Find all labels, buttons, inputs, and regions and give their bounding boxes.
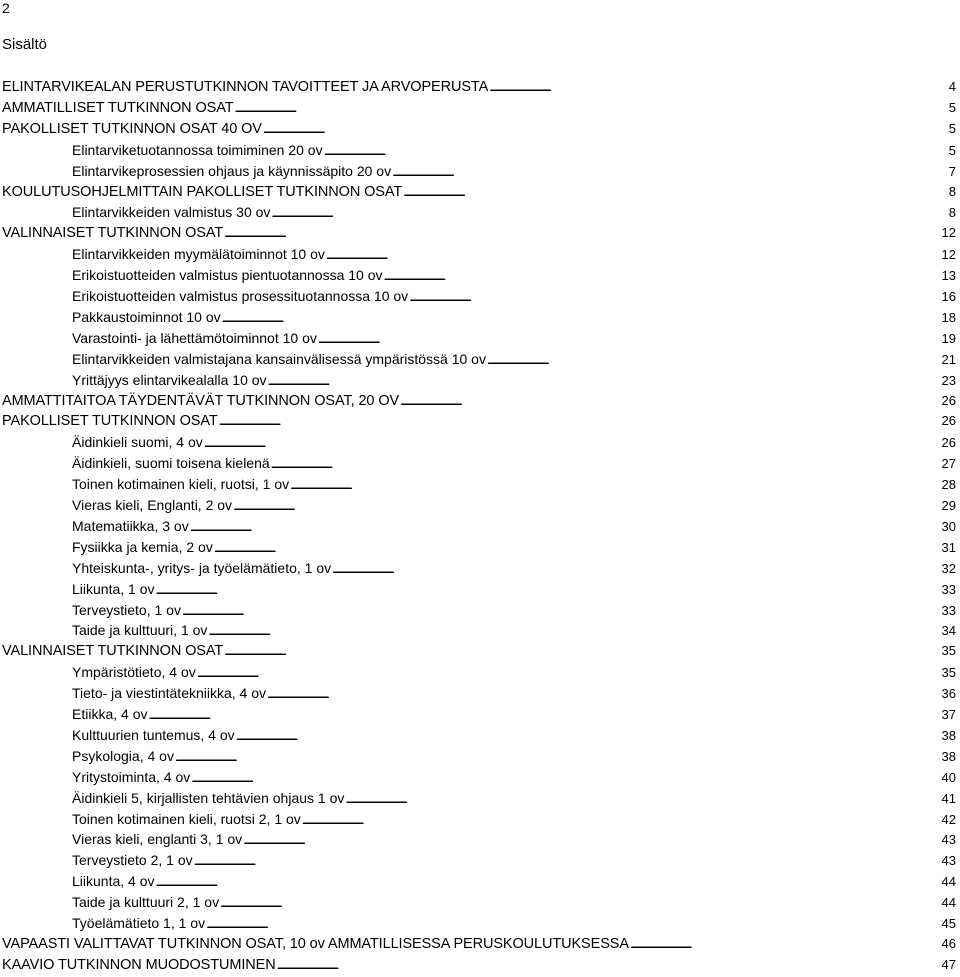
- dot-leader: [267, 685, 941, 701]
- toc-entry-label: Äidinkieli, suomi toisena kielenä: [72, 455, 270, 472]
- toc-entry[interactable]: [72, 685, 956, 705]
- toc-entry[interactable]: [72, 748, 956, 768]
- toc-entry-page-number: 18: [941, 309, 956, 325]
- toc-entry-label: AMMATTITAITOA TÄYDENTÄVÄT TUTKINNON OSAT, 20 OV: [2, 392, 400, 409]
- toc-entry-label: Äidinkieli suomi, 4 ov: [72, 434, 203, 451]
- dot-leader: [302, 811, 941, 827]
- dot-leader: [190, 518, 941, 534]
- toc-entry-page-number: 13: [941, 268, 956, 284]
- dot-leader: [630, 936, 941, 952]
- toc-entry-page-number: 46: [941, 935, 956, 951]
- toc-entry-label: Toinen kotimainen kieli, ruotsi, 1 ov: [72, 476, 290, 493]
- toc-entry-page-number: 45: [941, 916, 956, 931]
- toc-entry-label: Tieto- ja viestintätekniikka, 4 ov: [72, 685, 267, 702]
- page-number: 2: [2, 0, 10, 16]
- toc-entry-label: AMMATILLISET TUTKINNON OSAT: [2, 99, 234, 116]
- dot-leader: [277, 957, 941, 973]
- toc-entry-label: Fysiikka ja kemia, 2 ov: [72, 538, 213, 555]
- toc-entry-page-number: 38: [941, 748, 956, 764]
- toc-entry-label: KAAVIO TUTKINNON MUODOSTUMINEN: [2, 956, 276, 973]
- toc-entry-page-number: 8: [948, 183, 956, 199]
- toc-entry-page-number: 32: [941, 560, 956, 576]
- toc-entry[interactable]: [72, 288, 956, 308]
- dot-leader: [384, 267, 941, 283]
- dot-leader: [326, 246, 941, 262]
- toc-entry-label: Vieras kieli, Englanti, 2 ov: [72, 497, 233, 513]
- toc-entry-page-number: 38: [941, 727, 956, 743]
- toc-entry-label: Yrittäjyys elintarvikealalla 10 ov: [72, 371, 267, 388]
- dot-leader: [219, 413, 941, 429]
- toc-entry-label: Pakkaustoiminnot 10 ov: [72, 308, 221, 325]
- toc-entry[interactable]: [72, 811, 956, 831]
- toc-entry[interactable]: [72, 852, 956, 872]
- toc-entry[interactable]: [72, 664, 956, 684]
- toc-entry-page-number: 43: [941, 853, 956, 869]
- toc-entry-page-number: 21: [941, 351, 956, 367]
- toc-entry-label: Yritystoiminta, 4 ov: [72, 768, 191, 785]
- dot-leader: [271, 204, 947, 220]
- toc-entry-page-number: 19: [941, 330, 956, 346]
- toc-entry-label: Etiikka, 4 ov: [72, 706, 148, 722]
- toc-entry[interactable]: [72, 581, 956, 601]
- toc-entry[interactable]: [2, 121, 956, 141]
- toc-entry-label: Taide ja kulttuuri 2, 1 ov: [72, 894, 220, 911]
- toc-entry-label: Liikunta, 1 ov: [72, 580, 155, 597]
- toc-entry-page-number: 26: [941, 435, 956, 451]
- toc-entry-label: Työelämätieto 1, 1 ov: [72, 915, 206, 931]
- dot-leader: [345, 790, 940, 806]
- toc-entry-label: Äidinkieli 5, kirjallisten tehtävien ohjaus 1 ov: [72, 789, 345, 806]
- dot-leader: [224, 225, 940, 241]
- page-title: Sisältö: [2, 36, 48, 53]
- toc-entry[interactable]: [72, 915, 956, 935]
- toc-entry-label: Erikoistuotteiden valmistus prosessituotannossa 10 ov: [72, 288, 409, 304]
- toc-entry-page-number: 42: [941, 811, 956, 827]
- toc-entry[interactable]: [72, 330, 956, 350]
- toc-entry-label: Psykologia, 4 ov: [72, 747, 174, 764]
- toc-entry[interactable]: [2, 936, 956, 956]
- toc-entry-page-number: 27: [941, 456, 956, 472]
- dot-leader: [208, 622, 940, 638]
- toc-entry[interactable]: [72, 246, 956, 266]
- toc-entry-page-number: 5: [948, 142, 956, 158]
- dot-leader: [206, 915, 940, 931]
- toc-entry[interactable]: [72, 309, 956, 329]
- dot-leader: [409, 288, 940, 304]
- toc-entry-page-number: 31: [941, 539, 956, 555]
- toc-entry-label: Varastointi- ja lähettämötoiminnot 10 ov: [72, 329, 317, 346]
- toc-entry[interactable]: [72, 727, 956, 747]
- toc-entry-page-number: 36: [941, 686, 956, 702]
- toc-entry-page-number: 12: [941, 247, 956, 263]
- toc-entry-label: PAKOLLISET TUTKINNON OSAT 40 OV: [2, 120, 262, 137]
- toc-entry-page-number: 35: [941, 665, 956, 681]
- toc-entry-label: Vieras kieli, englanti 3, 1 ov: [72, 831, 243, 848]
- toc-entry[interactable]: [72, 434, 956, 454]
- toc-entry[interactable]: [72, 560, 956, 580]
- toc-entry-label: Toinen kotimainen kieli, ruotsi 2, 1 ov: [72, 810, 301, 827]
- toc-entry-label: Ympäristötieto, 4 ov: [72, 664, 196, 681]
- toc-entry[interactable]: [72, 873, 956, 893]
- dot-leader: [332, 560, 940, 576]
- toc-entry[interactable]: [72, 518, 956, 538]
- toc-entry-page-number: 28: [941, 477, 956, 493]
- toc-entry-page-number: 40: [941, 769, 956, 785]
- toc-entry-label: Kulttuurien tuntemus, 4 ov: [72, 726, 235, 743]
- dot-leader: [191, 769, 940, 785]
- dot-leader: [197, 664, 941, 680]
- toc-entry-page-number: 7: [948, 163, 956, 179]
- toc-entry[interactable]: [2, 643, 956, 663]
- toc-entry-page-number: 4: [948, 79, 956, 94]
- dot-leader: [204, 434, 941, 450]
- dot-leader: [236, 727, 941, 743]
- toc-entry-label: Elintarvikkeiden valmistus 30 ov: [72, 204, 271, 221]
- toc-entry-page-number: 34: [941, 623, 956, 639]
- toc-entry[interactable]: [2, 100, 956, 120]
- toc-entry-page-number: 29: [941, 498, 956, 513]
- toc-entry-label: ELINTARVIKEALAN PERUSTUTKINNON TAVOITTEET JA ARVOPERUSTA: [2, 79, 489, 95]
- toc-entry[interactable]: [72, 622, 956, 642]
- toc-entry-page-number: 26: [941, 413, 956, 429]
- toc-entry-page-number: 26: [941, 392, 956, 408]
- toc-entry-label: PAKOLLISET TUTKINNON OSAT: [2, 413, 218, 430]
- toc-entry-page-number: 5: [948, 120, 956, 136]
- toc-entry-label: Terveystieto 2, 1 ov: [72, 852, 193, 869]
- toc-entry-page-number: 16: [941, 289, 956, 304]
- toc-entry[interactable]: [72, 769, 956, 789]
- toc-entry-label: Liikunta, 4 ov: [72, 873, 155, 890]
- toc-entry[interactable]: [72, 894, 956, 914]
- toc-entry[interactable]: [2, 413, 956, 433]
- dot-leader: [220, 894, 940, 910]
- dot-leader: [271, 455, 941, 471]
- dot-leader: [268, 372, 941, 388]
- toc-entry-label: VALINNAISET TUTKINNON OSAT: [2, 225, 224, 242]
- toc-entry[interactable]: [72, 706, 956, 726]
- dot-leader: [403, 184, 948, 200]
- toc-entry-label: Erikoistuotteiden valmistus pientuotannossa 10 ov: [72, 267, 383, 284]
- toc-entry-label: Elintarvikkeiden myymälätoiminnot 10 ov: [72, 246, 325, 263]
- toc-entry-page-number: 23: [941, 372, 956, 388]
- toc-entry-page-number: 33: [941, 581, 956, 597]
- dot-leader: [156, 581, 941, 597]
- dot-leader: [263, 121, 948, 137]
- dot-leader: [243, 831, 940, 847]
- dot-leader: [489, 79, 948, 95]
- dot-leader: [214, 539, 941, 555]
- toc-entry[interactable]: [72, 267, 956, 287]
- toc-entry-label: Yhteiskunta-, yritys- ja työelämätieto, 1 ov: [72, 559, 332, 576]
- dot-leader: [234, 100, 947, 116]
- dot-leader: [233, 497, 940, 513]
- toc-entry-page-number: 47: [941, 956, 956, 972]
- toc-entry[interactable]: [72, 539, 956, 559]
- toc-entry[interactable]: [72, 142, 956, 162]
- toc-entry-label: Matematiikka, 3 ov: [72, 517, 189, 534]
- toc-entry-page-number: 12: [941, 225, 956, 241]
- toc-entry[interactable]: [2, 184, 956, 204]
- toc-entry-label: Terveystieto, 1 ov: [72, 601, 181, 618]
- toc-entry[interactable]: [72, 163, 956, 183]
- toc-entry[interactable]: [72, 497, 956, 517]
- toc-entry-page-number: 5: [948, 99, 956, 115]
- dot-leader: [324, 142, 948, 158]
- toc-entry[interactable]: [72, 204, 956, 224]
- toc-entry[interactable]: [2, 225, 956, 245]
- toc-entry[interactable]: [72, 351, 956, 371]
- toc-entry[interactable]: [72, 831, 956, 851]
- toc-entry-label: Elintarvikeprosessien ohjaus ja käynnissäpito 20 ov: [72, 162, 392, 179]
- toc-entry[interactable]: [72, 790, 956, 810]
- toc-entry[interactable]: [72, 455, 956, 475]
- toc-entry-label: VALINNAISET TUTKINNON OSAT: [2, 643, 224, 660]
- dot-leader: [318, 330, 941, 346]
- dot-leader: [175, 748, 941, 764]
- dot-leader: [290, 476, 940, 492]
- toc-entry-label: Taide ja kulttuuri, 1 ov: [72, 622, 208, 639]
- dot-leader: [148, 706, 940, 722]
- dot-leader: [487, 351, 941, 367]
- dot-leader: [392, 163, 948, 179]
- toc-entry-page-number: 35: [941, 643, 956, 659]
- toc-entry-page-number: 33: [941, 602, 956, 618]
- dot-leader: [194, 852, 941, 868]
- dot-leader: [222, 309, 941, 325]
- toc-entry[interactable]: [2, 393, 956, 413]
- toc-entry-page-number: 44: [941, 895, 956, 911]
- toc-entry-page-number: 41: [941, 790, 956, 806]
- toc-entry-page-number: 44: [941, 874, 956, 890]
- toc-entry-page-number: 8: [948, 205, 956, 221]
- toc-entry-label: Elintarvikkeiden valmistajana kansainvälisessä ympäristössä 10 ov: [72, 350, 486, 367]
- toc-entry[interactable]: [2, 79, 956, 99]
- toc-entry-label: VAPAASTI VALITTAVAT TUTKINNON OSAT, 10 ov AMMATILLISESSA PERUSKOULUTUKSESSA: [2, 935, 629, 952]
- dot-leader: [182, 602, 941, 618]
- dot-leader: [224, 643, 940, 659]
- dot-leader: [156, 873, 941, 889]
- toc-entry-page-number: 43: [941, 832, 956, 848]
- toc-entry-page-number: 30: [941, 518, 956, 534]
- toc-entry[interactable]: [72, 372, 956, 392]
- toc-entry[interactable]: [72, 602, 956, 622]
- toc-entry[interactable]: [72, 476, 956, 496]
- dot-leader: [400, 393, 940, 409]
- toc-entry-page-number: 37: [941, 707, 956, 722]
- toc-entry-label: Elintarviketuotannossa toimiminen 20 ov: [72, 141, 323, 158]
- toc-entry-label: KOULUTUSOHJELMITTAIN PAKOLLISET TUTKINNON OSAT: [2, 183, 403, 200]
